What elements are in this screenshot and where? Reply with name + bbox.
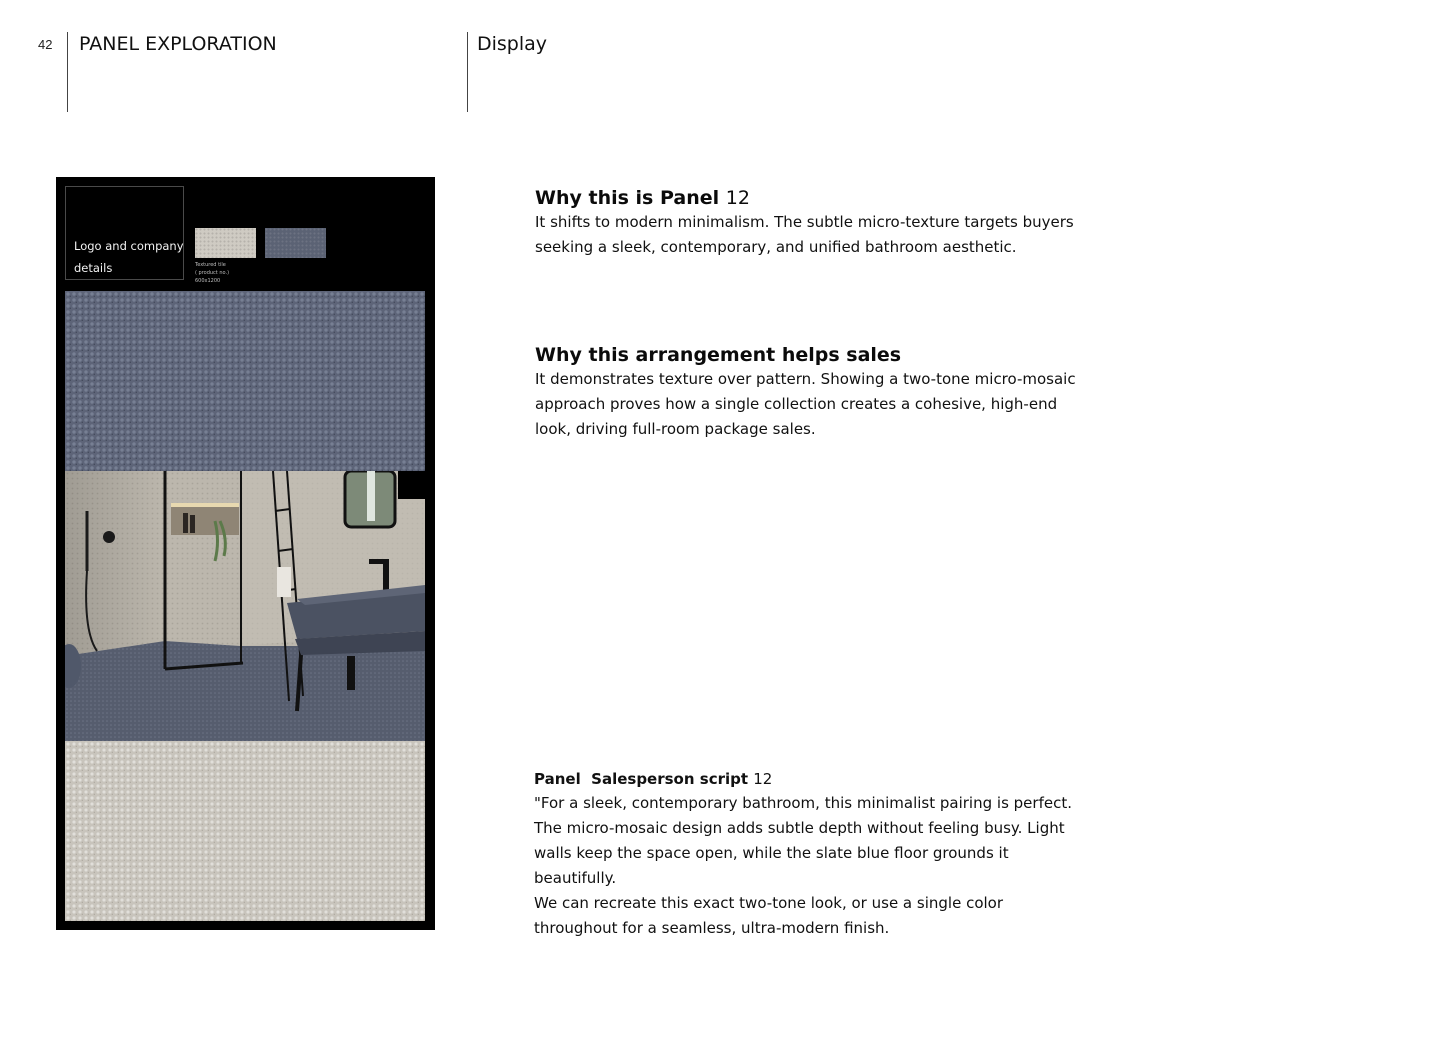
light-tile-swatch	[195, 228, 256, 258]
script-number: 12	[753, 770, 773, 788]
why-arrangement-section	[535, 343, 1085, 442]
why-panel-number: 12	[725, 187, 750, 209]
why-arrangement-heading: Why this arrangement helps sales	[535, 344, 902, 366]
logo-placeholder	[65, 186, 184, 280]
section-subtitle: Display	[477, 33, 548, 55]
logo-text: Logo and company details	[74, 239, 184, 275]
header-divider-left	[67, 32, 68, 112]
page-number: 42	[38, 37, 53, 52]
why-panel-section	[535, 186, 1085, 260]
header-divider-right	[467, 32, 468, 112]
script-heading-text: Panel Salesperson script	[534, 770, 749, 788]
bathroom-photo	[65, 471, 425, 741]
script-paragraph-1: "For a sleek, contemporary bathroom, this minimalist pairing is perfect. The micro-mosaic design adds subtle depth without feeling busy. Light walls keep the space open, while the slate blue floor grounds it beautifully.	[534, 794, 1072, 887]
why-panel-body: It shifts to modern minimalism. The subtle micro-texture targets buyers seeking a sleek, contemporary, and unified bathroom aesthetic.	[535, 213, 1074, 256]
tile-caption-size: 600x1200	[195, 278, 221, 284]
why-arrangement-body: It demonstrates texture over pattern. Showing a two-tone micro-mosaic approach proves how a single collection creates a cohesive, high-end look, driving full-room package sales.	[535, 370, 1076, 438]
script-heading	[534, 767, 1084, 791]
tile-caption	[195, 261, 255, 285]
light-mosaic-sample	[65, 741, 425, 921]
tile-caption-name: Textured tile	[195, 262, 226, 268]
dark-tile-swatch	[265, 228, 326, 258]
why-panel-heading	[535, 186, 1085, 210]
tile-caption-product: ( product no.)	[195, 270, 230, 276]
section-title: PANEL EXPLORATION	[79, 33, 277, 55]
script-paragraph-2: We can recreate this exact two-tone look, or use a single color throughout for a seamless, ultra-modern finish.	[534, 894, 1004, 937]
dark-mosaic-sample	[65, 291, 425, 471]
bathroom-illustration	[65, 471, 425, 741]
why-panel-heading-text: Why this is Panel	[535, 187, 720, 209]
salesperson-script-section	[534, 767, 1084, 941]
